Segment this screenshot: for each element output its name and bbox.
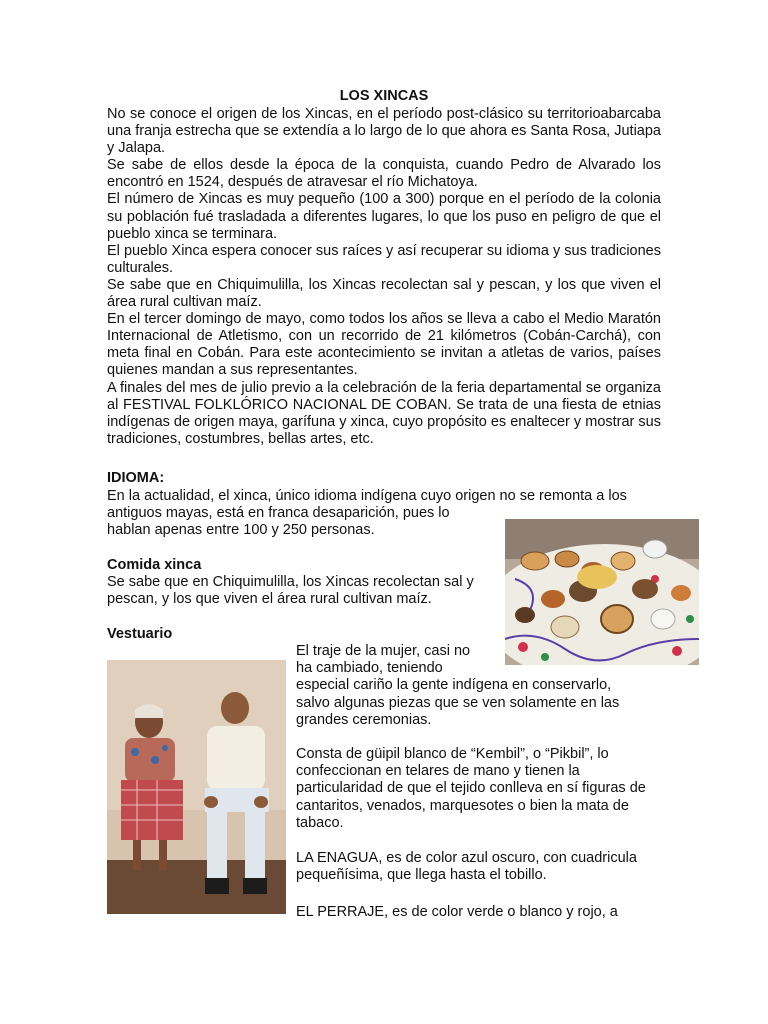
text-line: confeccionan en telares de mano y tienen la	[296, 763, 580, 780]
intro-paragraph: El número de Xincas es muy pequeño (100 a 300) porque en el período de la colonia su población fué trasladada a diferentes lugares, lo que los puso en peligro de que el pueblo xinca se terminara.	[107, 191, 661, 242]
intro-paragraph: No se conoce el origen de los Xincas, en el período post-clásico su territorioabarcaba una franja estrecha que se extendía a lo largo de lo que ahora es Santa Rosa, Jutiapa y Jalapa.	[107, 106, 661, 157]
vestuario-paragraph	[296, 904, 618, 921]
vestuario-heading: Vestuario	[107, 626, 173, 642]
text-line: pescan, y los que viven el área rural cultivan maíz.	[107, 591, 432, 608]
text-line: particularidad de que el tejido conlleva en sí figuras de	[296, 780, 646, 797]
intro-paragraph: El pueblo Xinca espera conocer sus raíces y así recuperar su idioma y sus tradiciones culturales.	[107, 242, 661, 276]
text-line: Consta de güipil blanco de “Kembil”, o “Pikbil”, lo	[296, 746, 609, 762]
text-line: hablan apenas entre 100 y 250 personas.	[107, 522, 375, 539]
intro-paragraph: Se sabe que en Chiquimulilla, los Xincas recolectan sal y pescan, y los que viven el área rural cultivan maíz.	[107, 276, 661, 311]
text-line: En la actualidad, el xinca, único idioma indígena cuyo origen no se remonta a los	[107, 488, 627, 504]
text-line: cantaritos, venados, marquesotes o bien la mata de	[296, 797, 629, 814]
comida-paragraph	[107, 574, 474, 608]
text-line: grandes ceremonias.	[296, 711, 432, 728]
idioma-heading: IDIOMA:	[107, 470, 165, 486]
text-line: Se sabe que en Chiquimulilla, los Xincas recolectan sal y	[107, 574, 474, 590]
text-line: antiguos mayas, está en franca desaparición, pues lo	[107, 505, 450, 522]
intro-paragraph: A finales del mes de julio previo a la celebración de la feria departamental se organiza al FESTIVAL FOLKLÓRICO NACIONAL DE COBAN. Se trata de una fiesta de etnias indígenas de origen maya, garífuna y xinca, cuyo propósito es enaltecer y mostrar sus tradiciones, costumbres, bellas artes, etc.	[107, 379, 661, 447]
text-line: EL PERRAJE, es de color verde o blanco y rojo, a	[296, 904, 618, 920]
text-line: El traje de la mujer, casi no	[296, 643, 471, 659]
vestuario-paragraph	[296, 746, 646, 832]
intro-paragraph: Se sabe de ellos desde la época de la conquista, cuando Pedro de Alvarado los encontró en 1524, después de atravesar el río Michatoya.	[107, 157, 661, 191]
text-line: LA ENAGUA, es de color azul oscuro, con cuadricula	[296, 850, 637, 866]
text-line: ha cambiado, teniendo	[296, 660, 443, 677]
couple-photo	[107, 660, 286, 914]
vestuario-paragraph	[296, 850, 637, 884]
comida-heading: Comida xinca	[107, 557, 202, 573]
text-line: especial cariño la gente indígena en conservarlo,	[296, 677, 612, 694]
intro-paragraph: En el tercer domingo de mayo, como todos los años se lleva a cabo el Medio Maratón Internacional de Atletismo, con un recorrido de 21 kilómetros (Cobán-Carchá), con meta final en Cobán. Para este acontecimiento se invitan a atletas de varios, países quienes mandan a sus representantes.	[107, 311, 661, 379]
text-line: tabaco.	[296, 814, 344, 831]
intro-section	[107, 106, 661, 448]
text-line: pequeñísima, que llega hasta el tobillo.	[296, 867, 547, 884]
food-photo	[505, 519, 699, 665]
text-line: salvo algunas piezas que se ven solamente en las	[296, 694, 620, 711]
page-title: LOS XINCAS	[339, 88, 429, 104]
